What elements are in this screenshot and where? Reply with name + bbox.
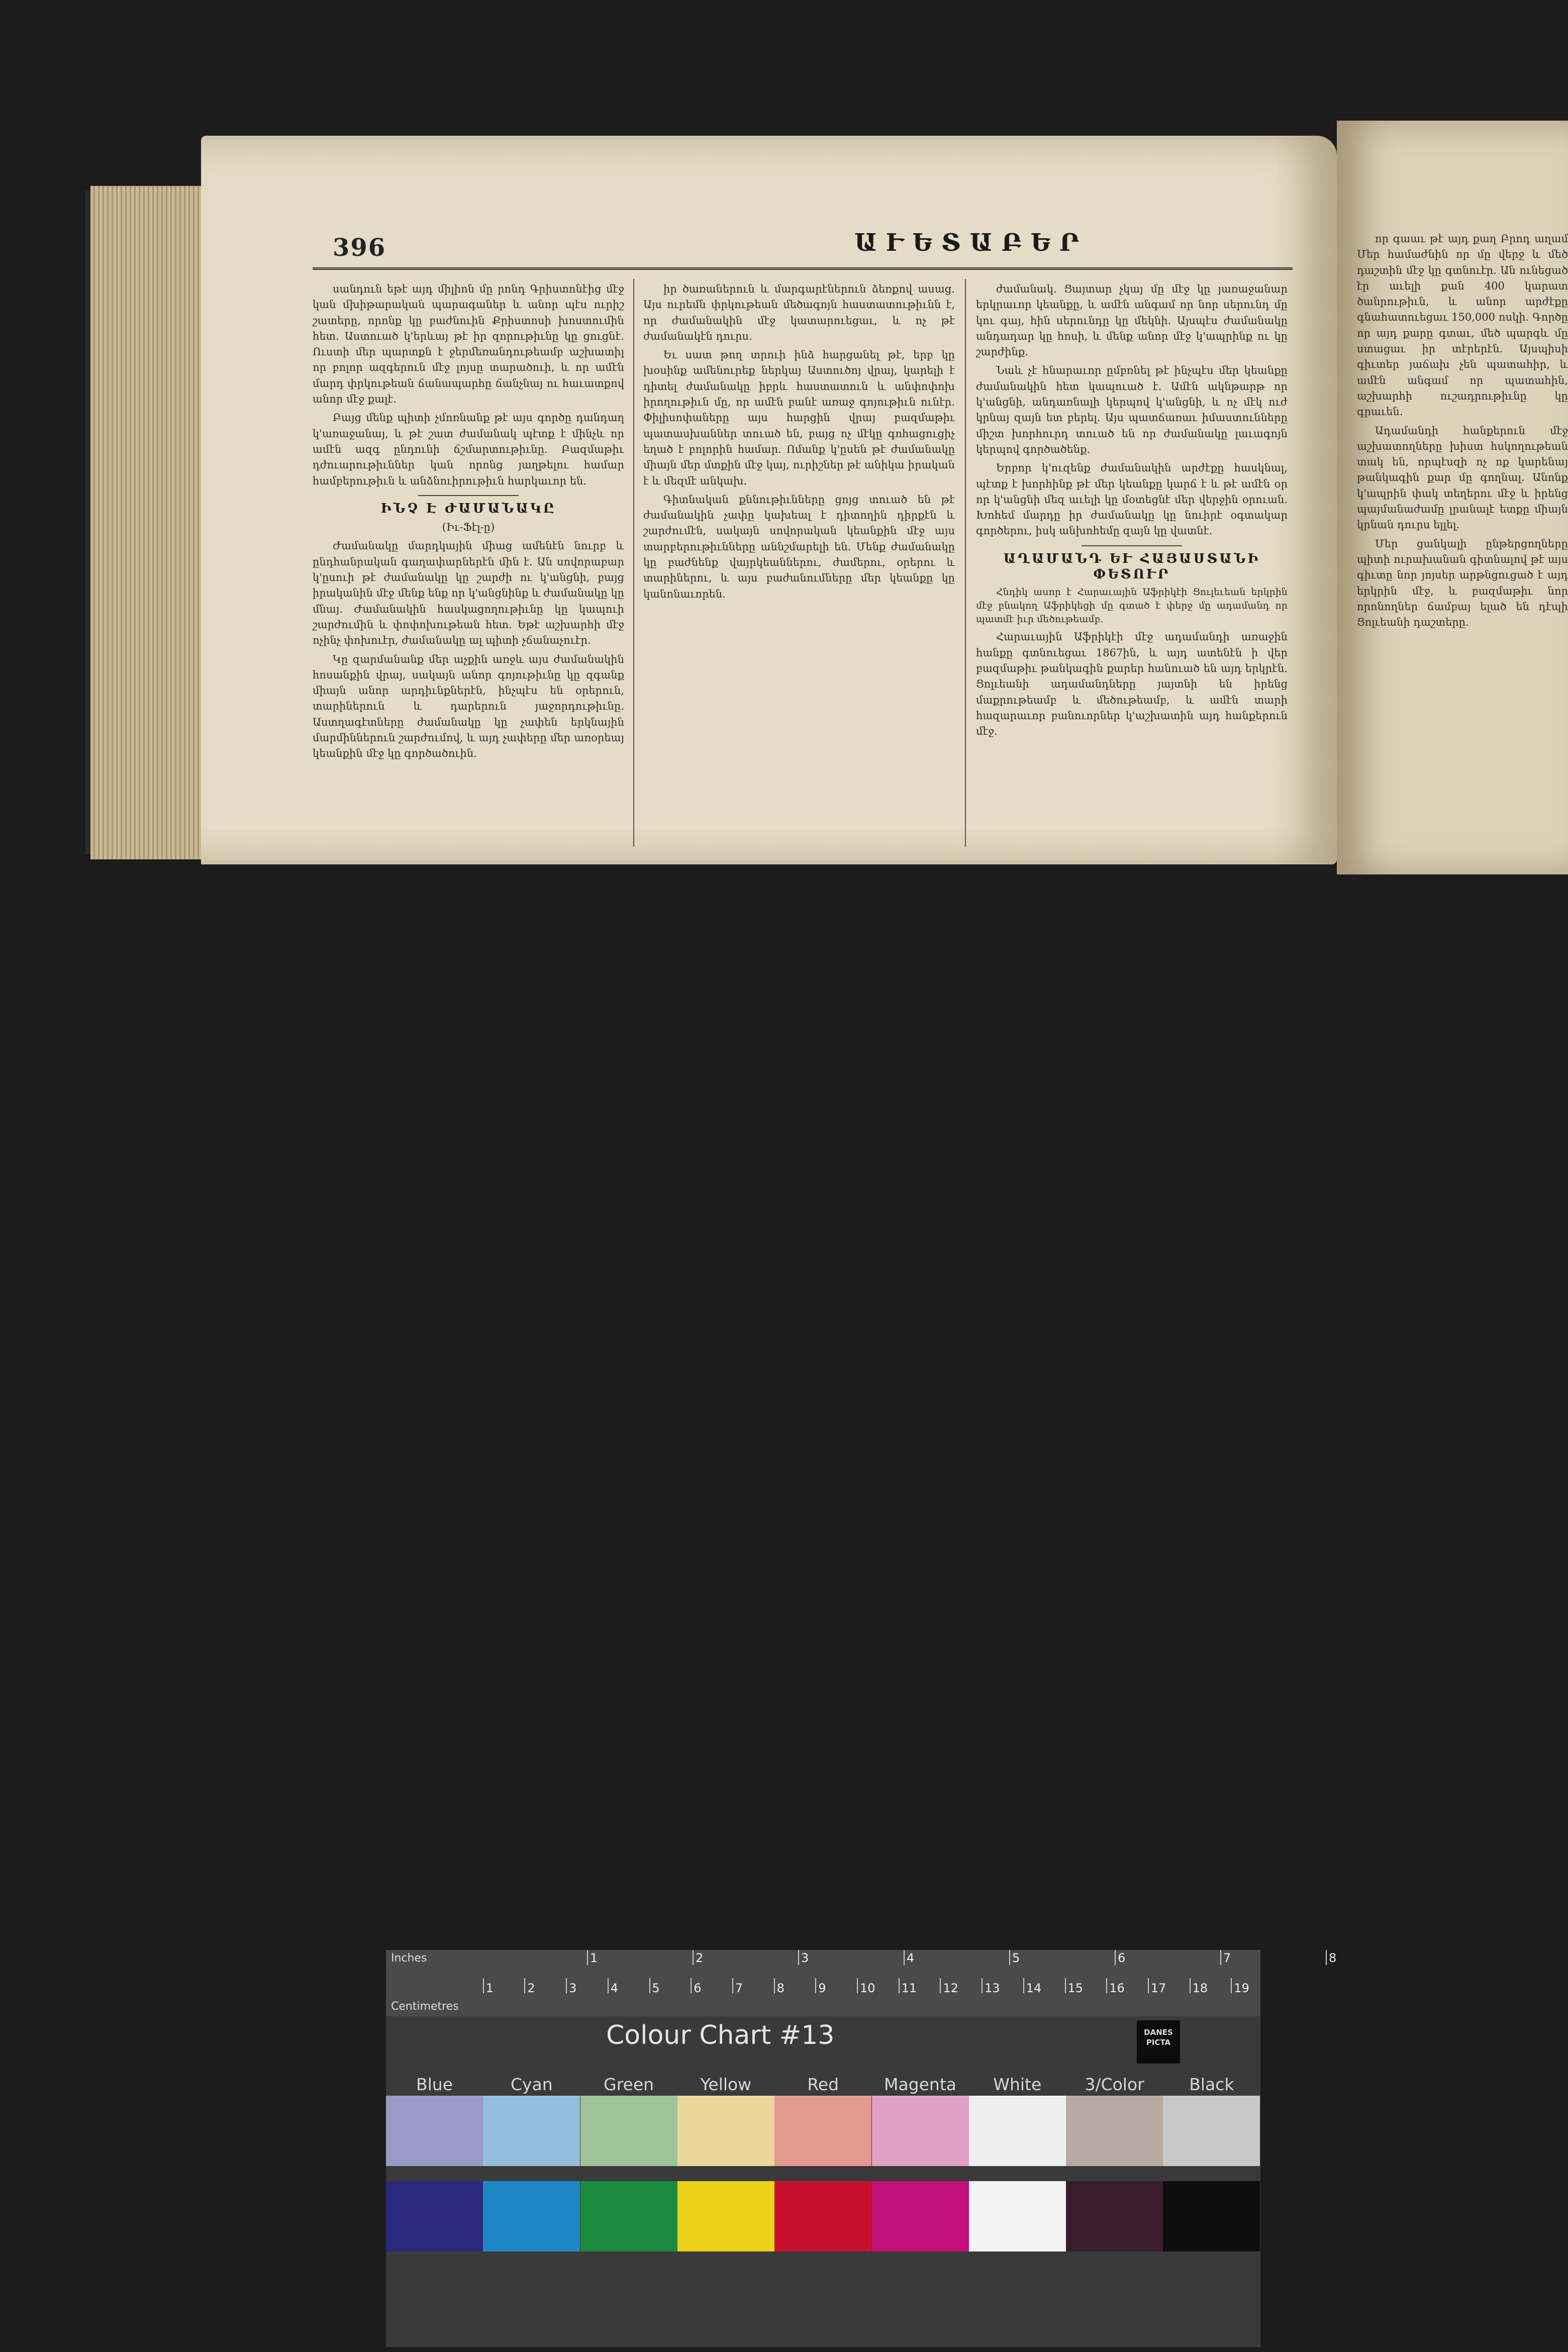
paragraph: Ժամանակը մարդկային միաց ամենէն նուրբ և ընդհանրական գաղափարներէն մին է. Ան սովորաբար կ'ըսուի թէ ժամանակը կը շարժի ու կ'անցնի, բայց իրականին մէջ մենք ենք որ կ'անցնինք և ժամանակը կը մնայ. Ժամանակին հասկացողութիւնը կը կապուի շարժումին և փոփոխութեան հետ. Եթէ աշխարհի մէջ ոչինչ փոխուէր, ժամանակը ալ պիտի չճանաչուէր. xyxy=(313,540,624,647)
swatch-dark xyxy=(677,2181,774,2251)
cm-number: 4 xyxy=(610,1981,619,1995)
chart-title: Colour Chart #13 xyxy=(606,2020,835,2050)
swatch-dark xyxy=(969,2181,1066,2251)
inch-number: 8 xyxy=(1329,1951,1337,1965)
paragraph: ժամանակ. Ցայտար չկայ մը մէջ կը յառաջանար երկրաւոր կեանքը, և ամէն անգամ որ նոր սերունդ մը կու գայ, հին սերունդը կը մեկնի. Այսպէս ժամանակը անդադար կը հոսի, և մենք անոր մէջ կ'ապրինք ու կը շարժինք. xyxy=(976,283,1288,358)
swatch-light xyxy=(483,2096,580,2166)
cm-number: 5 xyxy=(652,1981,660,1995)
cm-tick xyxy=(732,1978,733,1993)
patch-label-black: Black xyxy=(1189,2075,1234,2094)
cm-number: 12 xyxy=(943,1981,958,1995)
logo: DANES PICTA xyxy=(1137,2020,1180,2064)
cm-number: 17 xyxy=(1150,1981,1166,1995)
cm-tick xyxy=(1065,1978,1066,1993)
cm-tick xyxy=(857,1978,858,1993)
inch-number: 5 xyxy=(1012,1951,1020,1965)
cm-number: 11 xyxy=(901,1981,917,1995)
inch-number: 3 xyxy=(801,1951,809,1965)
patch-label-red: Red xyxy=(807,2075,839,2094)
inch-tick xyxy=(798,1950,799,1965)
swatch-light xyxy=(677,2096,774,2166)
cm-number: 13 xyxy=(985,1981,1000,1995)
cm-number: 7 xyxy=(735,1981,743,1995)
ruler xyxy=(386,1950,1337,2016)
cm-tick xyxy=(1148,1978,1149,1993)
section-divider xyxy=(418,495,519,496)
cm-number: 10 xyxy=(860,1981,875,1995)
paragraph: Բայց մենք պիտի չմոռնանք թէ այս գործը դանդաղ կ'առաջանայ, և թէ շատ ժամանակ պէտք է մինչև որ ամէն ազգ ընդունի ճշմարտութիւնը. Բազմաթիւ դժուարութիւններ կան որոնց յաղթելու համար համբերութիւն և անձնուիրութիւն հարկաւոր են. xyxy=(313,412,624,487)
swatch-light xyxy=(580,2096,677,2166)
cm-tick xyxy=(1106,1978,1107,1993)
paragraph: Հարաւային Աֆրիկէի մէջ ադամանդի առաջին հանքը գտնուեցաւ 1867ին, և այդ ատենէն ի վեր բազմաթիւ թանկագին քարեր հանուած են այդ երկրէն. Ցոլւեանի ադամանդները յայտնի են իրենց մաքրութեամբ և մեծութեամբ, և ամէն տարի հազարաւոր բանուորներ կ'աշխատին այդ հանքերուն մէջ. xyxy=(976,631,1288,738)
cm-tick xyxy=(982,1978,983,1993)
column-3 xyxy=(976,281,1288,844)
paragraph: որ գաաւ թէ այդ քաղ Բրոդ աղամ Մեր համաժնին որ մը վերջ և մեծ դաշտին մէջ կը գտնուէր. Ան ունեցած էր աւելի քան 400 կարատ ծանրութիւն, և անոր արժէքը գնահատուեցաւ 150,000 ոսկի. Գործը որ այդ քարը գտաւ, մեծ պարգև մը ստացաւ իր տէրերէն. Այսպիսի գիւտեր յաճախ չեն պատահիր, և ամէն անգամ որ պատահին, աշխարհի ուշադրութիւնը կը գրաւեն. xyxy=(1357,233,1568,418)
paragraph: Երբոր կ'ուզենք ժամանակին արժէքը հասկնալ, պէտք է խորհինք թէ մեր կեանքը կարճ է և թէ ամէն օր որ կ'անցնի մեզ աւելի կը մօտեցնէ մեր վերջին օրուան. Խոհեմ մարդը իր ժամանակը կը նուիրէ օգտակար գործերու, իսկ անխոհեմը զայն կը վատնէ. xyxy=(976,462,1288,537)
patch-label-blue: Blue xyxy=(416,2075,453,2094)
cm-tick xyxy=(691,1978,692,1993)
cm-number: 3 xyxy=(569,1981,577,1995)
cm-number: 9 xyxy=(818,1981,826,1995)
paragraph: իր ծառաներուն և մարգարէներուն ձեռքով ասաց. Այս ուրեմն փրկութեան մեծագոյն հաստատութիւնն է, որ ժամանակին մէջ կատարուեցաւ, և ոչ թէ ժամանակէն դուրս. xyxy=(643,283,955,342)
cm-number: 16 xyxy=(1109,1981,1125,1995)
patch-label-green: Green xyxy=(604,2075,654,2094)
patch-label-yellow: Yellow xyxy=(700,2075,752,2094)
left-page xyxy=(201,136,1337,864)
cm-tick xyxy=(566,1978,567,1993)
inch-tick xyxy=(1326,1950,1327,1965)
paragraph: Գիտնական քննութիւնները ցոյց տուած են թէ ժամանակին չափը կախեալ է դիտողին դիրքէն և շարժումէն, սակայն սովորական կեանքին մէջ այս տարբերութիւնները աննշմարելի են. Մենք ժամանակը կը բաժնենք վայրկեաններու, ժամերու, օրերու և տարիներու, և այս բաժանումները մեր կեանքը կը կանոնաւորեն. xyxy=(643,493,955,600)
swatch-light xyxy=(1066,2096,1163,2166)
patch-label-3-color: 3/Color xyxy=(1085,2075,1144,2094)
swatch-light xyxy=(774,2096,871,2166)
swatch-light xyxy=(969,2096,1066,2166)
swatch-dark xyxy=(1066,2181,1163,2251)
inch-tick xyxy=(1009,1950,1010,1965)
inch-number: 6 xyxy=(1118,1951,1126,1965)
cm-number: 1 xyxy=(485,1981,494,1995)
swatch-dark xyxy=(872,2181,969,2251)
article-lede: Հնդիկ ասոր է Հարաւային Աֆրիկէի Ցուլեւեան երկրին մէջ բնակող Աֆրիկեցի մը գտած է փերջ մը ադամանդ որ պատմէ իւր մեծութեամբ. xyxy=(976,586,1288,625)
article-heading: ԱՂԱՄԱՆԴ ԵՒ ՀԱՅԱՍՏԱՆԻ ՓԵՏՈՒՐ xyxy=(1003,551,1260,582)
cm-tick xyxy=(1023,1978,1024,1993)
column-rule xyxy=(965,279,966,847)
paragraph: Նաև չէ հնարաւոր ըմբռնել թէ ինչպէս մեր կեանքը ժամանակին հետ կապուած է. Ամէն ակնթարթ որ կ'անցնի, անդառնալի կերպով կ'անցնի, և ոչ մէկ ուժ կրնայ զայն ետ բերել. Այս պատճառաւ իմաստունները միշտ խորհուրդ տուած են որ ժամանակը լաւագոյն կերպով գործածենք. xyxy=(976,364,1288,455)
colour-chart xyxy=(386,1950,1337,2347)
cm-number: 6 xyxy=(694,1981,702,1995)
column-2 xyxy=(643,281,955,844)
header-rule xyxy=(313,267,1293,270)
cm-number: 15 xyxy=(1067,1981,1084,1995)
paragraph: Կը զարմանանք մեր աչքին առջև այս ժամանակին հոսանքին վրայ, սակայն անոր գոյութիւնը կը զգանք միայն անոր արդիւնքներէն, ինչպէս են օրերուն, տարիներուն և դարերուն յաջորդութիւնը. Աստղագէտները ժամանակը կը չափեն երկնային մարմիններուն շարժումով, և այդ չափերը մեր առօրեայ կեանքին մէջ կը գործածուին. xyxy=(313,653,624,760)
swatch-dark xyxy=(1163,2181,1260,2251)
inch-number: 7 xyxy=(1223,1951,1231,1965)
paragraph: Եւ սատ թող տրուի ինձ հարցանել թէ, երբ կը խօսինք ամենուրեք ներկայ Աստուծոյ վրայ, կարելի է դիտել ժամանակը իբրև հաստատուն և անփոփոխ իրողութիւն մը, որ ամէն բանէ առաջ գոյութիւն ունէր. Փիլիսոփաները այս հարցին վրայ բազմաթիւ պատասխաններ տուած են, բայց ոչ մէկը գոհացուցիչ եղած է բոլորին համար. Ոմանք կ'ըսեն թէ ժամանակը միայն մեր մտքին մէջ կայ, ուրիշներ թէ անիկա իրական է և մեզմէ անկախ. xyxy=(643,349,955,487)
paragraph: Մեր ցանկալի ընթերցողները պիտի ուրախանան գիտնալով թէ այս գիւտը նոր յոյսեր արթնցուցած է այդ երկրին մէջ, և բազմաթիւ նոր որոնողներ ճամբայ ելած են դէպի Ցոլւեանի դաշտերը. xyxy=(1357,537,1568,629)
cm-tick xyxy=(774,1978,775,1993)
inch-tick xyxy=(1115,1950,1116,1965)
ruler-unit-inches: Inches xyxy=(391,1952,427,1965)
swatch-dark xyxy=(483,2181,580,2251)
paragraph: Ադամանդի հանքերուն մէջ աշխատողները խիստ հսկողութեան տակ են, որպէսզի ոչ ոք կարենայ թանկագին քար մը գողնալ. Անոնք կ'ապրին փակ տեղերու մէջ և իրենց պայմանաժամը լրանալէ ետքը միայն կրնան դուրս ելլել. xyxy=(1357,424,1568,531)
cm-number: 19 xyxy=(1234,1981,1249,1995)
inch-tick xyxy=(904,1950,905,1965)
article-heading: ԻՆՉ Է ԺԱՄԱՆԱԿԸ xyxy=(380,501,556,516)
cm-tick xyxy=(649,1978,650,1993)
running-head: ԱՒԵՏԱԲԵՐ xyxy=(854,229,1088,257)
cm-number: 8 xyxy=(776,1981,785,1995)
cm-tick xyxy=(1231,1978,1232,1993)
swatch-light xyxy=(1163,2096,1260,2166)
swatch-dark xyxy=(386,2181,483,2251)
ruler-unit-cm: Centimetres xyxy=(391,2000,459,2013)
article-subheading: (Իւ-Ֆէլ-ը) xyxy=(442,521,495,534)
patch-label-white: White xyxy=(993,2075,1042,2094)
cm-tick xyxy=(940,1978,941,1993)
cm-tick xyxy=(608,1978,609,1993)
inch-tick xyxy=(1220,1950,1221,1965)
patch-label-cyan: Cyan xyxy=(510,2075,553,2094)
column-rule xyxy=(633,279,634,847)
page-number: 396 xyxy=(333,234,386,262)
swatch-light xyxy=(386,2096,483,2166)
swatch-dark xyxy=(774,2181,871,2251)
cm-tick xyxy=(815,1978,816,1993)
right-page-text xyxy=(1357,231,1568,864)
inch-number: 4 xyxy=(907,1951,915,1965)
cm-number: 14 xyxy=(1026,1981,1042,1995)
paragraph: սանդուն եթէ այդ միլիոն մը րոնդ Գրիստոնէից մէջ կան մխիթարական պարագաներ և անոր պէս ուրիշ շատերը, որոնք կը բաժնուին Քրիստոսի խոստումին հետ. Աստուած կ'երևայ թէ իր զորութիւնը կը ցուցնէ. Ուստի մեր պարտքն է ջերմեռանդութեամբ աշխատիլ որ բոլոր ազգերուն մէջ լոյսը տարածուի, և որ ամէն մարդ փրկութեան ճանապարհը ճանչնայ ու հաւատքով անոր մէջ քալէ. xyxy=(313,283,624,406)
inch-tick xyxy=(587,1950,588,1965)
right-page xyxy=(1337,121,1568,874)
cm-tick xyxy=(483,1978,484,1993)
swatch-dark xyxy=(580,2181,677,2251)
inch-tick xyxy=(693,1950,694,1965)
cm-tick xyxy=(899,1978,900,1993)
inch-number: 1 xyxy=(590,1951,598,1965)
cm-tick xyxy=(1190,1978,1191,1993)
inch-number: 2 xyxy=(696,1951,704,1965)
cm-tick xyxy=(524,1978,525,1993)
cm-number: 18 xyxy=(1192,1981,1208,1995)
column-1 xyxy=(313,281,624,844)
cm-number: 2 xyxy=(527,1981,535,1995)
patch-label-magenta: Magenta xyxy=(884,2075,957,2094)
swatch-light xyxy=(872,2096,969,2166)
page-edges xyxy=(90,186,211,859)
section-divider xyxy=(1082,545,1182,546)
